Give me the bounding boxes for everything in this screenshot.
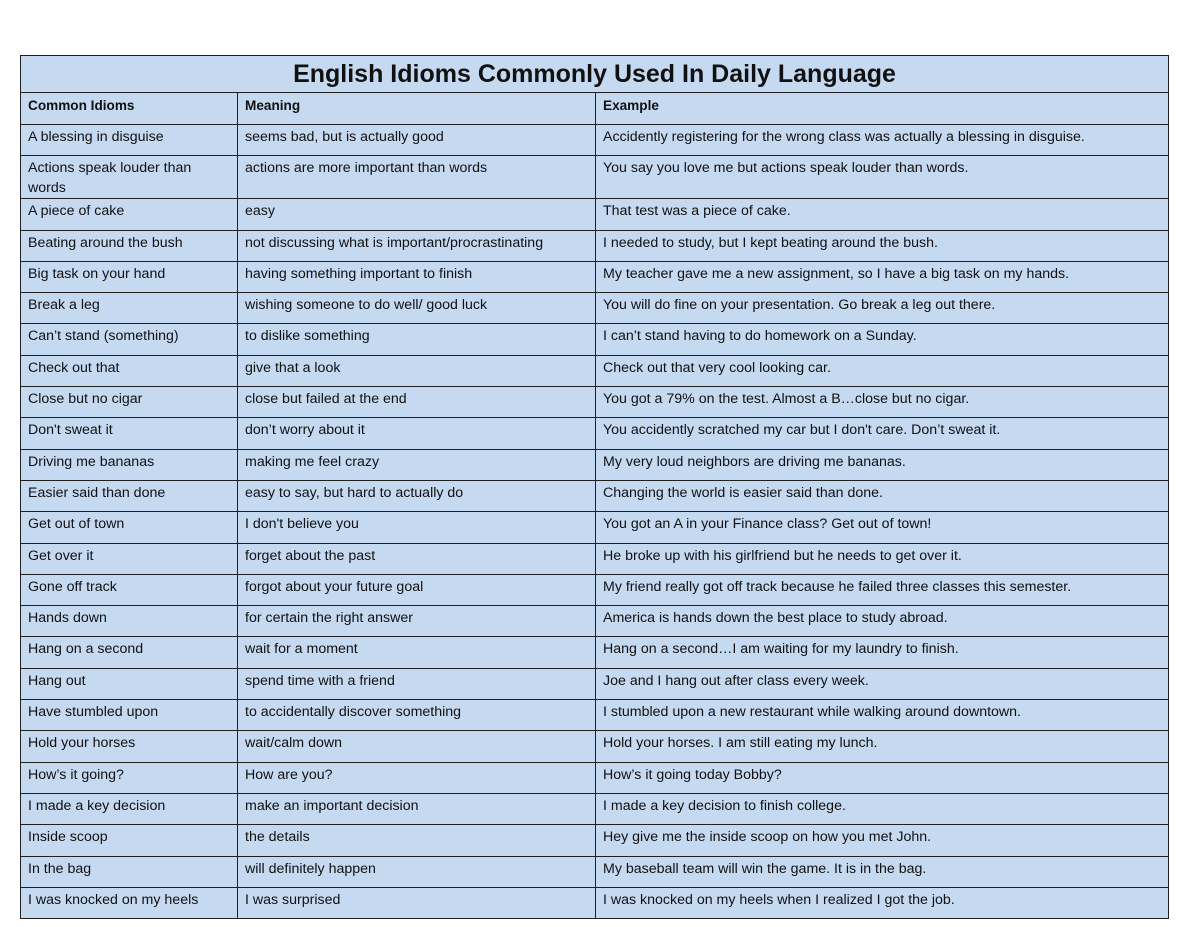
example-cell: My friend really got off track because he failed three classes this semester. xyxy=(596,574,1169,605)
example-cell: That test was a piece of cake. xyxy=(596,199,1169,230)
table-row xyxy=(21,355,1169,386)
meaning-cell: I was surprised xyxy=(238,887,596,918)
meaning-cell: easy to say, but hard to actually do xyxy=(238,480,596,511)
meaning-cell: to accidentally discover something xyxy=(238,700,596,731)
meaning-cell: close but failed at the end xyxy=(238,387,596,418)
meaning-cell: wishing someone to do well/ good luck xyxy=(238,293,596,324)
column-header-idiom: Common Idioms xyxy=(21,93,238,125)
example-cell: I was knocked on my heels when I realized I got the job. xyxy=(596,887,1169,918)
meaning-cell: for certain the right answer xyxy=(238,606,596,637)
idioms-sheet xyxy=(20,55,1168,919)
idiom-cell: How’s it going? xyxy=(21,762,238,793)
meaning-cell: to dislike something xyxy=(238,324,596,355)
meaning-cell: wait for a moment xyxy=(238,637,596,668)
example-cell: Accidently registering for the wrong class was actually a blessing in disguise. xyxy=(596,125,1169,156)
idiom-cell: Easier said than done xyxy=(21,480,238,511)
table-row xyxy=(21,637,1169,668)
table-row xyxy=(21,156,1169,199)
column-header-example: Example xyxy=(596,93,1169,125)
idiom-cell: Actions speak louder than words xyxy=(21,156,238,199)
header-row xyxy=(21,93,1169,125)
meaning-cell: will definitely happen xyxy=(238,856,596,887)
example-cell: America is hands down the best place to study abroad. xyxy=(596,606,1169,637)
idiom-cell: Hang on a second xyxy=(21,637,238,668)
table-row xyxy=(21,793,1169,824)
example-cell: I can’t stand having to do homework on a Sunday. xyxy=(596,324,1169,355)
meaning-cell: make an important decision xyxy=(238,793,596,824)
idiom-cell: Check out that xyxy=(21,355,238,386)
meaning-cell: don’t worry about it xyxy=(238,418,596,449)
meaning-cell: How are you? xyxy=(238,762,596,793)
meaning-cell: having something important to finish xyxy=(238,261,596,292)
table-row xyxy=(21,449,1169,480)
idiom-cell: Inside scoop xyxy=(21,825,238,856)
example-cell: I needed to study, but I kept beating around the bush. xyxy=(596,230,1169,261)
table-title: English Idioms Commonly Used In Daily Language xyxy=(21,56,1169,93)
idiom-cell: I was knocked on my heels xyxy=(21,887,238,918)
meaning-cell: easy xyxy=(238,199,596,230)
example-cell: My very loud neighbors are driving me bananas. xyxy=(596,449,1169,480)
table-row xyxy=(21,293,1169,324)
meaning-cell: not discussing what is important/procrastinating xyxy=(238,230,596,261)
idiom-cell: A piece of cake xyxy=(21,199,238,230)
meaning-cell: seems bad, but is actually good xyxy=(238,125,596,156)
idiom-cell: Beating around the bush xyxy=(21,230,238,261)
example-cell: Check out that very cool looking car. xyxy=(596,355,1169,386)
idiom-cell: Get over it xyxy=(21,543,238,574)
table-row xyxy=(21,668,1169,699)
example-cell: You got a 79% on the test. Almost a B…close but no cigar. xyxy=(596,387,1169,418)
idiom-cell: Driving me bananas xyxy=(21,449,238,480)
table-row xyxy=(21,762,1169,793)
example-cell: Hold your horses. I am still eating my lunch. xyxy=(596,731,1169,762)
idiom-cell: Hang out xyxy=(21,668,238,699)
table-row xyxy=(21,199,1169,230)
idiom-cell: Hold your horses xyxy=(21,731,238,762)
meaning-cell: give that a look xyxy=(238,355,596,386)
example-cell: I stumbled upon a new restaurant while walking around downtown. xyxy=(596,700,1169,731)
example-cell: How’s it going today Bobby? xyxy=(596,762,1169,793)
idiom-cell: Big task on your hand xyxy=(21,261,238,292)
table-row xyxy=(21,324,1169,355)
meaning-cell: making me feel crazy xyxy=(238,449,596,480)
table-row xyxy=(21,543,1169,574)
meaning-cell: actions are more important than words xyxy=(238,156,596,199)
idiom-cell: Can’t stand (something) xyxy=(21,324,238,355)
idiom-cell: In the bag xyxy=(21,856,238,887)
table-row xyxy=(21,261,1169,292)
example-cell: My baseball team will win the game. It is in the bag. xyxy=(596,856,1169,887)
table-row xyxy=(21,574,1169,605)
table-row xyxy=(21,606,1169,637)
table-row xyxy=(21,480,1169,511)
example-cell: Joe and I hang out after class every week. xyxy=(596,668,1169,699)
table-row xyxy=(21,387,1169,418)
idiom-cell: Get out of town xyxy=(21,512,238,543)
example-cell: Hey give me the inside scoop on how you met John. xyxy=(596,825,1169,856)
table-row xyxy=(21,512,1169,543)
meaning-cell: the details xyxy=(238,825,596,856)
idiom-cell: Gone off track xyxy=(21,574,238,605)
table-row xyxy=(21,700,1169,731)
idiom-cell: Hands down xyxy=(21,606,238,637)
example-cell: I made a key decision to finish college. xyxy=(596,793,1169,824)
example-cell: My teacher gave me a new assignment, so I have a big task on my hands. xyxy=(596,261,1169,292)
title-row xyxy=(21,56,1169,93)
idiom-cell: Close but no cigar xyxy=(21,387,238,418)
example-cell: You will do fine on your presentation. Go break a leg out there. xyxy=(596,293,1169,324)
idiom-cell: A blessing in disguise xyxy=(21,125,238,156)
table-row xyxy=(21,856,1169,887)
idioms-table xyxy=(20,55,1169,919)
example-cell: Hang on a second…I am waiting for my laundry to finish. xyxy=(596,637,1169,668)
example-cell: You accidently scratched my car but I don't care. Don’t sweat it. xyxy=(596,418,1169,449)
example-cell: You got an A in your Finance class? Get out of town! xyxy=(596,512,1169,543)
meaning-cell: forgot about your future goal xyxy=(238,574,596,605)
meaning-cell: forget about the past xyxy=(238,543,596,574)
idiom-cell: I made a key decision xyxy=(21,793,238,824)
meaning-cell: I don't believe you xyxy=(238,512,596,543)
example-cell: You say you love me but actions speak louder than words. xyxy=(596,156,1169,199)
table-row xyxy=(21,887,1169,918)
table-row xyxy=(21,731,1169,762)
column-header-meaning: Meaning xyxy=(238,93,596,125)
meaning-cell: spend time with a friend xyxy=(238,668,596,699)
table-row xyxy=(21,418,1169,449)
table-row xyxy=(21,125,1169,156)
idiom-cell: Have stumbled upon xyxy=(21,700,238,731)
table-row xyxy=(21,825,1169,856)
idiom-cell: Don't sweat it xyxy=(21,418,238,449)
meaning-cell: wait/calm down xyxy=(238,731,596,762)
table-row xyxy=(21,230,1169,261)
idiom-cell: Break a leg xyxy=(21,293,238,324)
example-cell: He broke up with his girlfriend but he needs to get over it. xyxy=(596,543,1169,574)
example-cell: Changing the world is easier said than done. xyxy=(596,480,1169,511)
